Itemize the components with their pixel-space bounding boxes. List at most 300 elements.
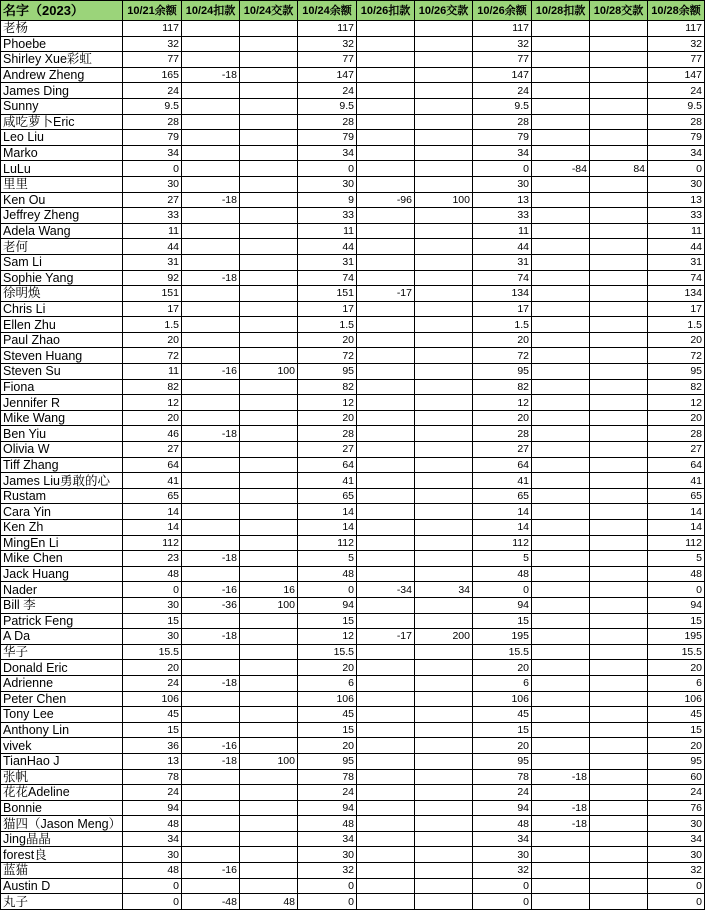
value-cell[interactable]: 20: [473, 332, 532, 348]
value-cell[interactable]: [532, 863, 590, 879]
name-cell[interactable]: Fiona: [1, 379, 123, 395]
name-cell[interactable]: Tony Lee: [1, 707, 123, 723]
value-cell[interactable]: 195: [473, 629, 532, 645]
value-cell[interactable]: 100: [415, 192, 473, 208]
value-cell[interactable]: [357, 130, 415, 146]
value-cell[interactable]: 44: [298, 239, 357, 255]
value-cell[interactable]: 94: [123, 800, 182, 816]
value-cell[interactable]: [240, 847, 298, 863]
name-cell[interactable]: 蓝猫: [1, 863, 123, 879]
value-cell[interactable]: [240, 785, 298, 801]
value-cell[interactable]: [182, 831, 240, 847]
value-cell[interactable]: [532, 457, 590, 473]
value-cell[interactable]: 41: [298, 473, 357, 489]
value-cell[interactable]: [240, 707, 298, 723]
value-cell[interactable]: 195: [648, 629, 705, 645]
value-cell[interactable]: 0: [123, 878, 182, 894]
value-cell[interactable]: 134: [648, 286, 705, 302]
value-cell[interactable]: -16: [182, 863, 240, 879]
value-cell[interactable]: [590, 738, 648, 754]
value-cell[interactable]: [240, 613, 298, 629]
value-cell[interactable]: [590, 535, 648, 551]
name-cell[interactable]: James Liu勇敢的心: [1, 473, 123, 489]
value-cell[interactable]: [415, 785, 473, 801]
value-cell[interactable]: 12: [648, 395, 705, 411]
value-cell[interactable]: [415, 769, 473, 785]
value-cell[interactable]: 79: [298, 130, 357, 146]
value-cell[interactable]: [357, 473, 415, 489]
column-header[interactable]: 10/21余额: [123, 1, 182, 21]
value-cell[interactable]: [182, 442, 240, 458]
column-header[interactable]: 10/28交款: [590, 1, 648, 21]
value-cell[interactable]: [240, 442, 298, 458]
value-cell[interactable]: [415, 145, 473, 161]
value-cell[interactable]: [532, 535, 590, 551]
value-cell[interactable]: [240, 473, 298, 489]
column-header[interactable]: 10/26余额: [473, 1, 532, 21]
value-cell[interactable]: [532, 566, 590, 582]
value-cell[interactable]: [532, 208, 590, 224]
value-cell[interactable]: 95: [648, 753, 705, 769]
value-cell[interactable]: 79: [648, 130, 705, 146]
name-cell[interactable]: 老何: [1, 239, 123, 255]
value-cell[interactable]: -18: [182, 270, 240, 286]
value-cell[interactable]: 0: [473, 894, 532, 910]
value-cell[interactable]: [182, 644, 240, 660]
value-cell[interactable]: [590, 36, 648, 52]
value-cell[interactable]: [357, 878, 415, 894]
value-cell[interactable]: [357, 410, 415, 426]
value-cell[interactable]: [590, 785, 648, 801]
value-cell[interactable]: [182, 317, 240, 333]
value-cell[interactable]: [532, 145, 590, 161]
value-cell[interactable]: 24: [298, 785, 357, 801]
value-cell[interactable]: [415, 738, 473, 754]
value-cell[interactable]: [532, 785, 590, 801]
name-cell[interactable]: Andrew Zheng: [1, 67, 123, 83]
value-cell[interactable]: 72: [298, 348, 357, 364]
value-cell[interactable]: -48: [182, 894, 240, 910]
value-cell[interactable]: [182, 52, 240, 68]
value-cell[interactable]: [357, 98, 415, 114]
value-cell[interactable]: 41: [123, 473, 182, 489]
value-cell[interactable]: 82: [648, 379, 705, 395]
value-cell[interactable]: 5: [648, 551, 705, 567]
value-cell[interactable]: [532, 504, 590, 520]
value-cell[interactable]: 12: [123, 395, 182, 411]
value-cell[interactable]: 24: [473, 83, 532, 99]
value-cell[interactable]: [532, 613, 590, 629]
value-cell[interactable]: -17: [357, 286, 415, 302]
value-cell[interactable]: [590, 894, 648, 910]
value-cell[interactable]: 45: [123, 707, 182, 723]
value-cell[interactable]: 15: [298, 613, 357, 629]
value-cell[interactable]: [415, 831, 473, 847]
value-cell[interactable]: [532, 738, 590, 754]
value-cell[interactable]: 15: [473, 613, 532, 629]
value-cell[interactable]: [240, 878, 298, 894]
value-cell[interactable]: 44: [473, 239, 532, 255]
value-cell[interactable]: [532, 753, 590, 769]
value-cell[interactable]: [590, 800, 648, 816]
value-cell[interactable]: [590, 83, 648, 99]
value-cell[interactable]: -18: [182, 629, 240, 645]
value-cell[interactable]: 14: [298, 504, 357, 520]
value-cell[interactable]: 30: [298, 847, 357, 863]
value-cell[interactable]: 112: [298, 535, 357, 551]
column-header[interactable]: 10/28余额: [648, 1, 705, 21]
value-cell[interactable]: [357, 395, 415, 411]
name-cell[interactable]: MingEn Li: [1, 535, 123, 551]
value-cell[interactable]: [240, 286, 298, 302]
value-cell[interactable]: [590, 21, 648, 37]
value-cell[interactable]: [357, 145, 415, 161]
value-cell[interactable]: [415, 83, 473, 99]
value-cell[interactable]: 117: [123, 21, 182, 37]
value-cell[interactable]: [415, 520, 473, 536]
name-cell[interactable]: 咸吃萝卜Eric: [1, 114, 123, 130]
value-cell[interactable]: 11: [123, 223, 182, 239]
value-cell[interactable]: 48: [473, 816, 532, 832]
value-cell[interactable]: 28: [648, 426, 705, 442]
value-cell[interactable]: [590, 597, 648, 613]
value-cell[interactable]: 14: [123, 520, 182, 536]
value-cell[interactable]: -18: [532, 800, 590, 816]
value-cell[interactable]: 74: [473, 270, 532, 286]
value-cell[interactable]: 32: [473, 863, 532, 879]
value-cell[interactable]: 0: [298, 878, 357, 894]
value-cell[interactable]: [590, 176, 648, 192]
value-cell[interactable]: 23: [123, 551, 182, 567]
value-cell[interactable]: 32: [298, 863, 357, 879]
value-cell[interactable]: [532, 364, 590, 380]
value-cell[interactable]: [415, 675, 473, 691]
name-cell[interactable]: Ken Zh: [1, 520, 123, 536]
value-cell[interactable]: [415, 52, 473, 68]
value-cell[interactable]: [532, 52, 590, 68]
value-cell[interactable]: [357, 426, 415, 442]
value-cell[interactable]: [357, 894, 415, 910]
value-cell[interactable]: [240, 629, 298, 645]
value-cell[interactable]: [182, 504, 240, 520]
value-cell[interactable]: 20: [298, 332, 357, 348]
value-cell[interactable]: [357, 332, 415, 348]
value-cell[interactable]: 79: [473, 130, 532, 146]
value-cell[interactable]: 15: [648, 613, 705, 629]
value-cell[interactable]: 20: [648, 738, 705, 754]
value-cell[interactable]: [182, 660, 240, 676]
value-cell[interactable]: [240, 395, 298, 411]
value-cell[interactable]: 65: [123, 488, 182, 504]
name-cell[interactable]: 猫四（Jason Meng）: [1, 816, 123, 832]
value-cell[interactable]: [415, 395, 473, 411]
value-cell[interactable]: 0: [123, 894, 182, 910]
name-cell[interactable]: 里里: [1, 176, 123, 192]
value-cell[interactable]: 117: [298, 21, 357, 37]
value-cell[interactable]: [415, 707, 473, 723]
name-cell[interactable]: Jack Huang: [1, 566, 123, 582]
value-cell[interactable]: [590, 208, 648, 224]
value-cell[interactable]: 94: [473, 597, 532, 613]
column-header[interactable]: 10/26扣款: [357, 1, 415, 21]
value-cell[interactable]: [240, 520, 298, 536]
value-cell[interactable]: -18: [182, 426, 240, 442]
value-cell[interactable]: [590, 831, 648, 847]
value-cell[interactable]: [240, 317, 298, 333]
value-cell[interactable]: -18: [182, 551, 240, 567]
name-cell[interactable]: Jing晶晶: [1, 831, 123, 847]
value-cell[interactable]: 30: [648, 176, 705, 192]
value-cell[interactable]: [240, 769, 298, 785]
value-cell[interactable]: [415, 286, 473, 302]
value-cell[interactable]: [590, 286, 648, 302]
value-cell[interactable]: [240, 270, 298, 286]
value-cell[interactable]: [590, 551, 648, 567]
value-cell[interactable]: [532, 894, 590, 910]
value-cell[interactable]: 14: [473, 520, 532, 536]
value-cell[interactable]: 27: [123, 442, 182, 458]
value-cell[interactable]: [240, 223, 298, 239]
value-cell[interactable]: [590, 348, 648, 364]
value-cell[interactable]: [357, 800, 415, 816]
value-cell[interactable]: [357, 67, 415, 83]
value-cell[interactable]: [240, 691, 298, 707]
value-cell[interactable]: 15: [473, 722, 532, 738]
value-cell[interactable]: 0: [473, 582, 532, 598]
value-cell[interactable]: 30: [648, 816, 705, 832]
value-cell[interactable]: [590, 504, 648, 520]
value-cell[interactable]: [182, 254, 240, 270]
value-cell[interactable]: [590, 847, 648, 863]
value-cell[interactable]: [357, 847, 415, 863]
value-cell[interactable]: 34: [298, 831, 357, 847]
value-cell[interactable]: [532, 67, 590, 83]
value-cell[interactable]: 65: [298, 488, 357, 504]
value-cell[interactable]: [590, 114, 648, 130]
value-cell[interactable]: [357, 597, 415, 613]
value-cell[interactable]: [240, 488, 298, 504]
name-cell[interactable]: Ben Yiu: [1, 426, 123, 442]
value-cell[interactable]: [590, 332, 648, 348]
value-cell[interactable]: [415, 301, 473, 317]
name-cell[interactable]: 花花Adeline: [1, 785, 123, 801]
value-cell[interactable]: 48: [123, 863, 182, 879]
value-cell[interactable]: 15: [648, 722, 705, 738]
value-cell[interactable]: [357, 239, 415, 255]
value-cell[interactable]: [357, 176, 415, 192]
value-cell[interactable]: 33: [473, 208, 532, 224]
value-cell[interactable]: [240, 98, 298, 114]
value-cell[interactable]: [357, 348, 415, 364]
value-cell[interactable]: [532, 722, 590, 738]
value-cell[interactable]: [532, 223, 590, 239]
value-cell[interactable]: [182, 816, 240, 832]
value-cell[interactable]: 82: [473, 379, 532, 395]
value-cell[interactable]: [532, 473, 590, 489]
name-cell[interactable]: Adela Wang: [1, 223, 123, 239]
column-header[interactable]: 10/24余额: [298, 1, 357, 21]
name-cell[interactable]: Mike Wang: [1, 410, 123, 426]
value-cell[interactable]: 17: [648, 301, 705, 317]
value-cell[interactable]: [590, 317, 648, 333]
name-cell[interactable]: Ellen Zhu: [1, 317, 123, 333]
value-cell[interactable]: [415, 364, 473, 380]
value-cell[interactable]: [357, 114, 415, 130]
value-cell[interactable]: [357, 707, 415, 723]
value-cell[interactable]: [415, 239, 473, 255]
value-cell[interactable]: [240, 21, 298, 37]
value-cell[interactable]: -34: [357, 582, 415, 598]
value-cell[interactable]: [590, 520, 648, 536]
value-cell[interactable]: 112: [648, 535, 705, 551]
value-cell[interactable]: 77: [473, 52, 532, 68]
value-cell[interactable]: [182, 878, 240, 894]
value-cell[interactable]: 27: [473, 442, 532, 458]
value-cell[interactable]: [590, 613, 648, 629]
value-cell[interactable]: [415, 36, 473, 52]
value-cell[interactable]: [590, 364, 648, 380]
value-cell[interactable]: 9.5: [473, 98, 532, 114]
value-cell[interactable]: [590, 67, 648, 83]
value-cell[interactable]: [357, 535, 415, 551]
name-cell[interactable]: Cara Yin: [1, 504, 123, 520]
value-cell[interactable]: [590, 98, 648, 114]
value-cell[interactable]: 30: [298, 176, 357, 192]
value-cell[interactable]: [240, 161, 298, 177]
name-cell[interactable]: Sophie Yang: [1, 270, 123, 286]
value-cell[interactable]: [182, 130, 240, 146]
value-cell[interactable]: [357, 613, 415, 629]
value-cell[interactable]: 24: [123, 675, 182, 691]
value-cell[interactable]: [415, 722, 473, 738]
value-cell[interactable]: [415, 98, 473, 114]
column-header-name[interactable]: 名字（2023）: [1, 1, 123, 21]
value-cell[interactable]: 0: [473, 161, 532, 177]
value-cell[interactable]: -84: [532, 161, 590, 177]
value-cell[interactable]: [357, 738, 415, 754]
value-cell[interactable]: [532, 379, 590, 395]
value-cell[interactable]: 24: [648, 785, 705, 801]
value-cell[interactable]: 100: [240, 597, 298, 613]
name-cell[interactable]: Adrienne: [1, 675, 123, 691]
value-cell[interactable]: [357, 364, 415, 380]
name-cell[interactable]: Steven Huang: [1, 348, 123, 364]
value-cell[interactable]: 0: [648, 878, 705, 894]
value-cell[interactable]: 94: [298, 800, 357, 816]
value-cell[interactable]: 34: [473, 831, 532, 847]
value-cell[interactable]: 6: [473, 675, 532, 691]
name-cell[interactable]: Nader: [1, 582, 123, 598]
name-cell[interactable]: Austin D: [1, 878, 123, 894]
value-cell[interactable]: [182, 21, 240, 37]
value-cell[interactable]: [240, 504, 298, 520]
value-cell[interactable]: [182, 36, 240, 52]
name-cell[interactable]: Tiff Zhang: [1, 457, 123, 473]
value-cell[interactable]: 65: [648, 488, 705, 504]
value-cell[interactable]: 72: [648, 348, 705, 364]
value-cell[interactable]: 15.5: [123, 644, 182, 660]
value-cell[interactable]: [415, 332, 473, 348]
value-cell[interactable]: 5: [298, 551, 357, 567]
value-cell[interactable]: [532, 707, 590, 723]
name-cell[interactable]: Patrick Feng: [1, 613, 123, 629]
value-cell[interactable]: [182, 613, 240, 629]
value-cell[interactable]: 76: [648, 800, 705, 816]
value-cell[interactable]: 106: [298, 691, 357, 707]
value-cell[interactable]: [532, 551, 590, 567]
value-cell[interactable]: 30: [123, 597, 182, 613]
name-cell[interactable]: 华子: [1, 644, 123, 660]
value-cell[interactable]: 94: [648, 597, 705, 613]
name-cell[interactable]: Mike Chen: [1, 551, 123, 567]
value-cell[interactable]: [415, 473, 473, 489]
value-cell[interactable]: [532, 286, 590, 302]
value-cell[interactable]: [240, 145, 298, 161]
value-cell[interactable]: 20: [648, 332, 705, 348]
value-cell[interactable]: [532, 21, 590, 37]
value-cell[interactable]: [415, 379, 473, 395]
value-cell[interactable]: [532, 254, 590, 270]
value-cell[interactable]: 78: [123, 769, 182, 785]
value-cell[interactable]: 48: [648, 566, 705, 582]
value-cell[interactable]: 64: [648, 457, 705, 473]
value-cell[interactable]: 31: [473, 254, 532, 270]
value-cell[interactable]: [415, 551, 473, 567]
value-cell[interactable]: 100: [240, 364, 298, 380]
name-cell[interactable]: forest良: [1, 847, 123, 863]
value-cell[interactable]: 44: [648, 239, 705, 255]
value-cell[interactable]: 32: [648, 36, 705, 52]
value-cell[interactable]: 30: [473, 847, 532, 863]
name-cell[interactable]: Phoebe: [1, 36, 123, 52]
name-cell[interactable]: Steven Su: [1, 364, 123, 380]
value-cell[interactable]: 9.5: [123, 98, 182, 114]
value-cell[interactable]: [240, 67, 298, 83]
value-cell[interactable]: [182, 395, 240, 411]
value-cell[interactable]: [415, 753, 473, 769]
value-cell[interactable]: [415, 442, 473, 458]
value-cell[interactable]: 60: [648, 769, 705, 785]
value-cell[interactable]: [240, 192, 298, 208]
value-cell[interactable]: -36: [182, 597, 240, 613]
value-cell[interactable]: [590, 691, 648, 707]
value-cell[interactable]: [182, 379, 240, 395]
value-cell[interactable]: [182, 847, 240, 863]
value-cell[interactable]: 6: [298, 675, 357, 691]
value-cell[interactable]: [357, 722, 415, 738]
value-cell[interactable]: [532, 270, 590, 286]
value-cell[interactable]: [415, 504, 473, 520]
value-cell[interactable]: [357, 488, 415, 504]
value-cell[interactable]: [240, 52, 298, 68]
value-cell[interactable]: 1.5: [648, 317, 705, 333]
value-cell[interactable]: [415, 270, 473, 286]
value-cell[interactable]: 44: [123, 239, 182, 255]
value-cell[interactable]: 48: [123, 566, 182, 582]
value-cell[interactable]: [357, 52, 415, 68]
value-cell[interactable]: [357, 254, 415, 270]
value-cell[interactable]: [182, 176, 240, 192]
name-cell[interactable]: Jeffrey Zheng: [1, 208, 123, 224]
value-cell[interactable]: 48: [298, 566, 357, 582]
value-cell[interactable]: 112: [473, 535, 532, 551]
value-cell[interactable]: [182, 145, 240, 161]
value-cell[interactable]: 147: [298, 67, 357, 83]
value-cell[interactable]: 1.5: [298, 317, 357, 333]
value-cell[interactable]: [357, 504, 415, 520]
value-cell[interactable]: 14: [648, 520, 705, 536]
value-cell[interactable]: 11: [298, 223, 357, 239]
